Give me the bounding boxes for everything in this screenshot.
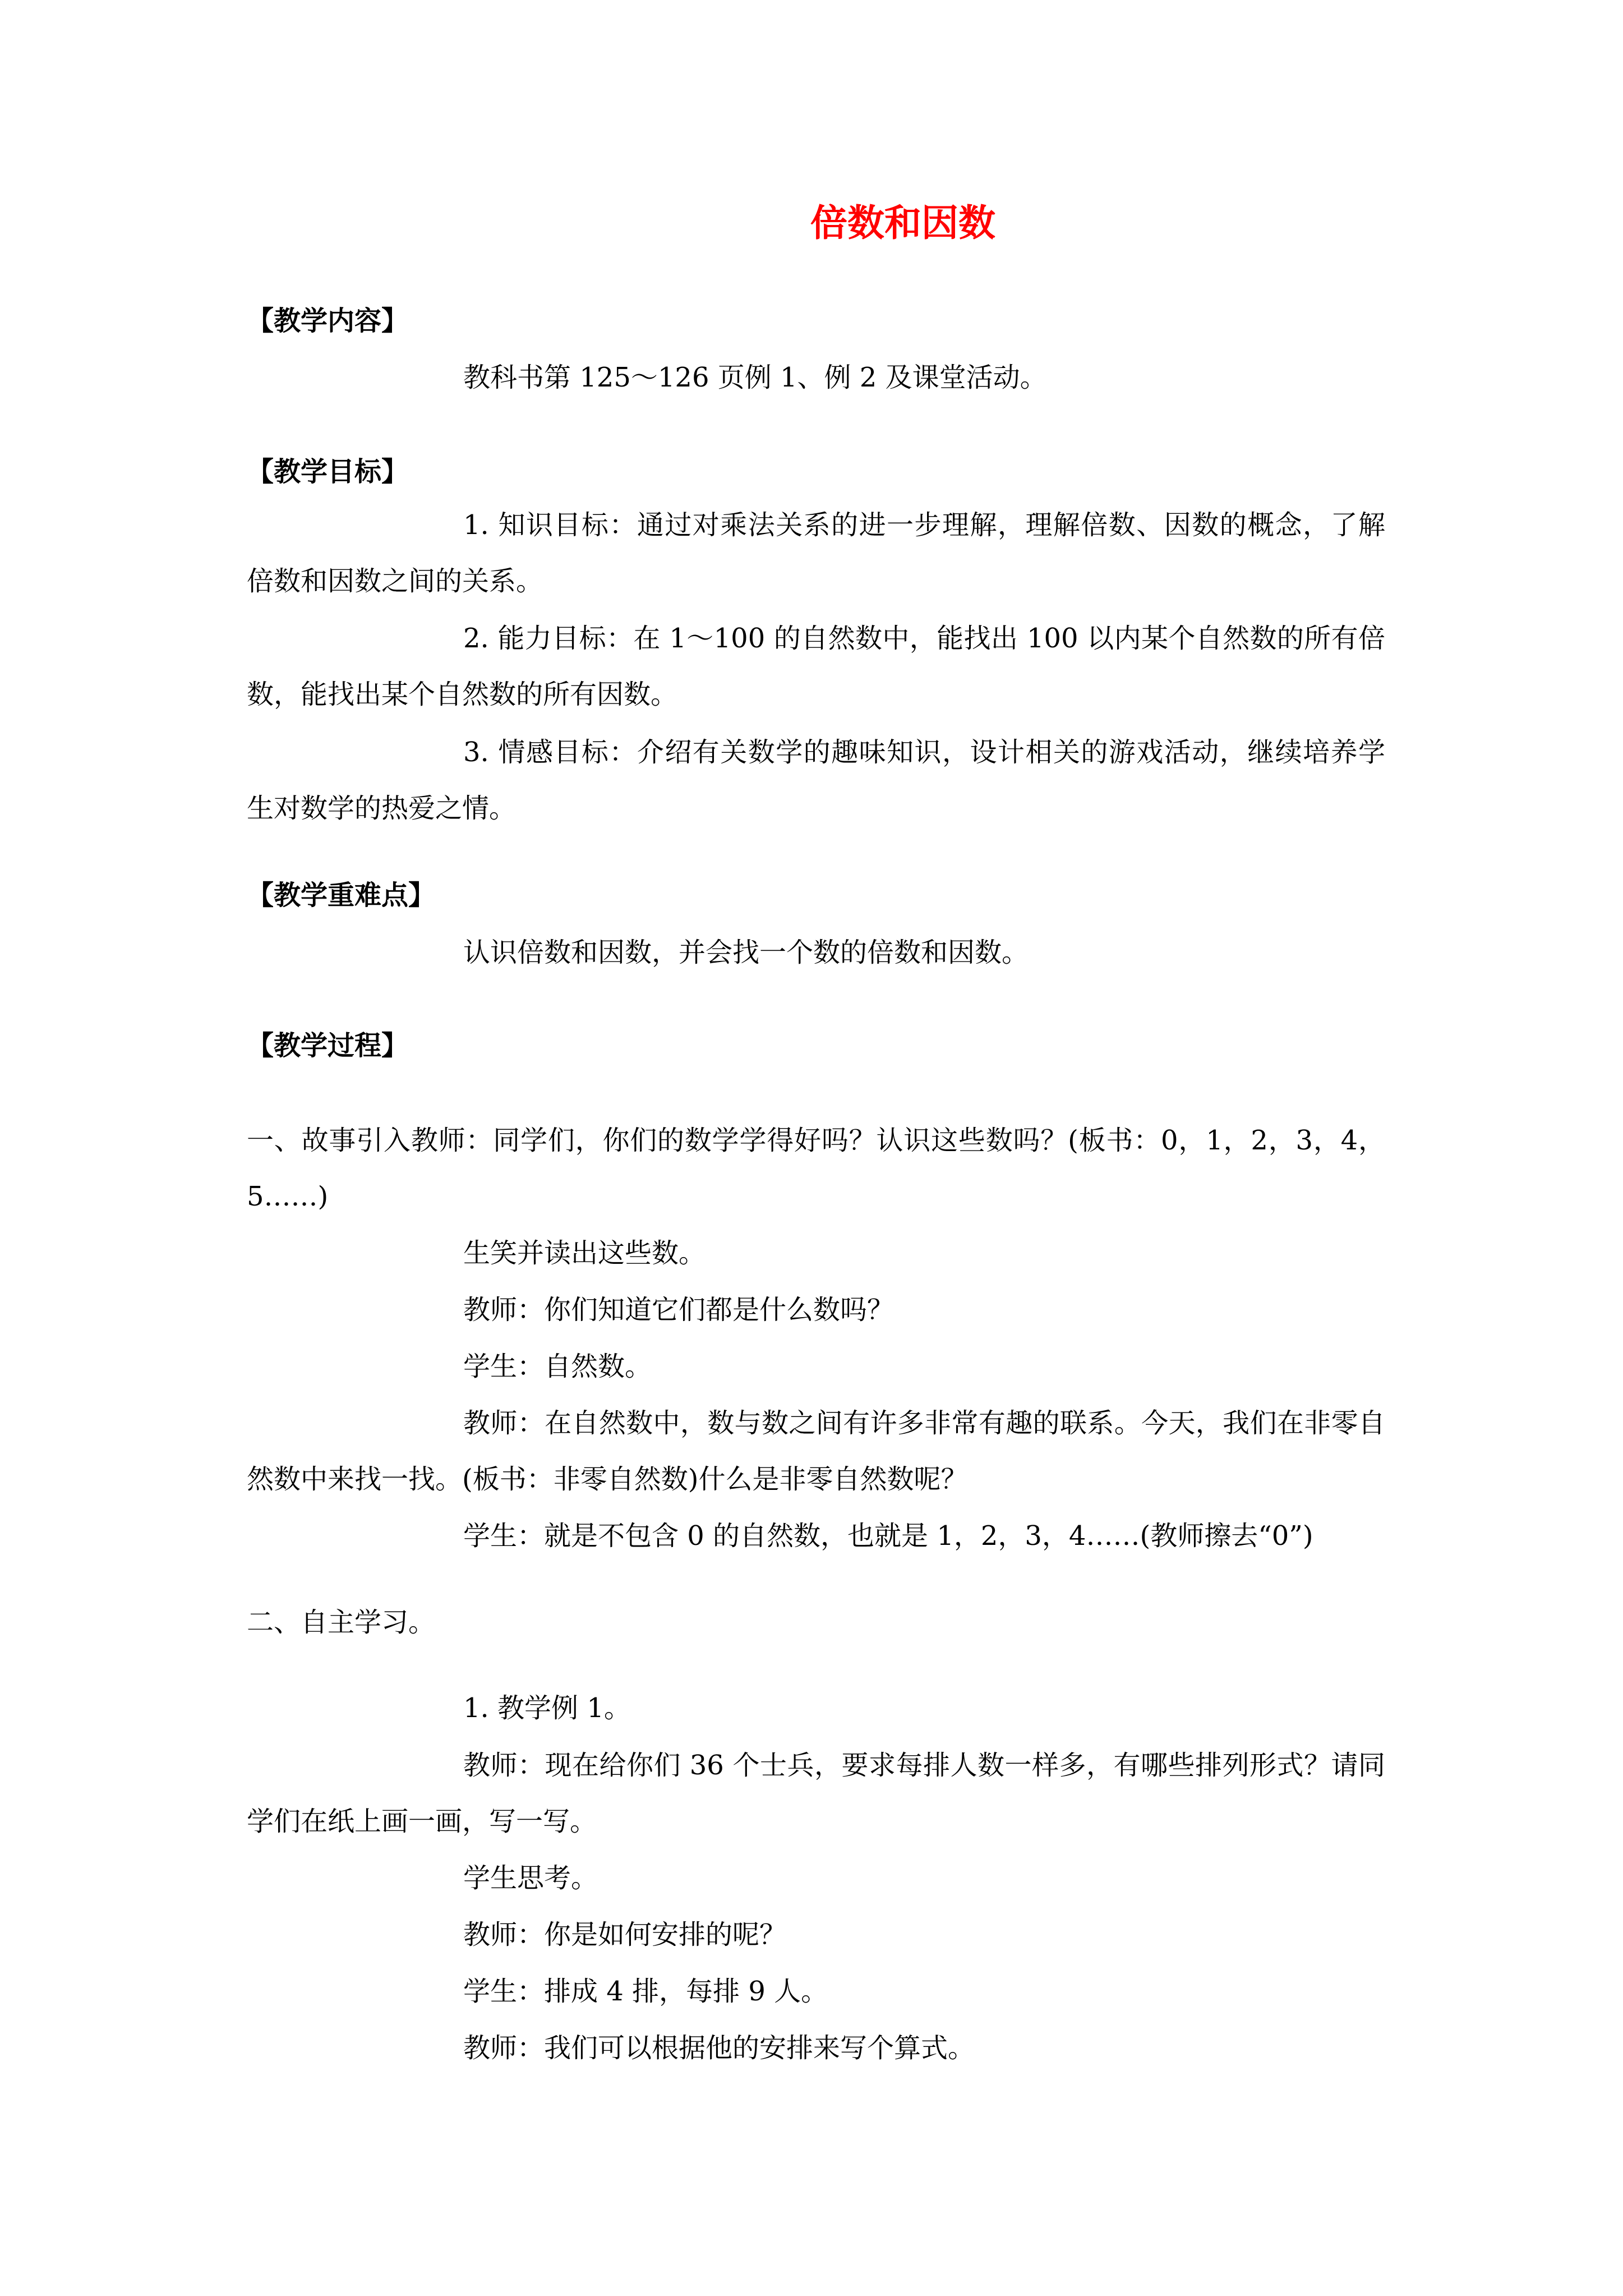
dialog-line: 1. 教学例 1。 (463, 1692, 631, 1724)
section-heading-key-points: 【教学重难点】 (247, 880, 436, 911)
content-text: 教科书第 125～126 页例 1、例 2 及课堂活动。 (463, 362, 1047, 393)
key-points-text: 认识倍数和因数，并会找一个数的倍数和因数。 (463, 937, 1029, 968)
goal-item-1: 1. 知识目标：通过对乘法关系的进一步理解，理解倍数、因数的概念，了解倍数和因数之间的关系。 (247, 509, 1385, 597)
process-part2-heading: 二、自主学习。 (247, 1607, 436, 1638)
dialog-line: 学生思考。 (463, 1862, 598, 1894)
dialog-line: 教师：你们知道它们都是什么数吗？ (463, 1294, 895, 1326)
goal-item-3: 3. 情感目标：介绍有关数学的趣味知识，设计相关的游戏活动，继续培养学生对数学的热爱之情。 (247, 737, 1385, 824)
dialog-line: 生笑并读出这些数。 (463, 1237, 706, 1269)
dialog-line: 学生：就是不包含 0 的自然数，也就是 1，2，3，4……(教师擦去“0”) (463, 1520, 1313, 1552)
dialog-line: 学生：自然数。 (463, 1351, 652, 1382)
dialog-line: 教师：你是如何安排的呢？ (463, 1919, 787, 1950)
section-heading-process: 【教学过程】 (247, 1030, 409, 1061)
dialog-line: 教师：现在给你们 36 个士兵，要求每排人数一样多，有哪些排列形式？请同学们在纸上画一画，写一写。 (247, 1750, 1385, 1837)
dialog-line: 教师：我们可以根据他的安排来写个算式。 (463, 2032, 975, 2064)
goal-item-2: 2. 能力目标：在 1～100 的自然数中，能找出 100 以内某个自然数的所有倍数，能找出某个自然数的所有因数。 (247, 623, 1385, 710)
section-heading-content: 【教学内容】 (247, 305, 409, 337)
section-heading-goals: 【教学目标】 (247, 456, 409, 487)
process-intro: 一、故事引入教师：同学们，你们的数学学得好吗？认识这些数吗？(板书：0，1，2，3，4，5……) (247, 1125, 1385, 1212)
dialog-line: 教师：在自然数中，数与数之间有许多非常有趣的联系。今天，我们在非零自然数中来找一找。(板书：非零自然数)什么是非零自然数呢？ (247, 1407, 1385, 1495)
dialog-line: 学生：排成 4 排，每排 9 人。 (463, 1976, 828, 2007)
document-title: 倍数和因数 (810, 201, 995, 245)
